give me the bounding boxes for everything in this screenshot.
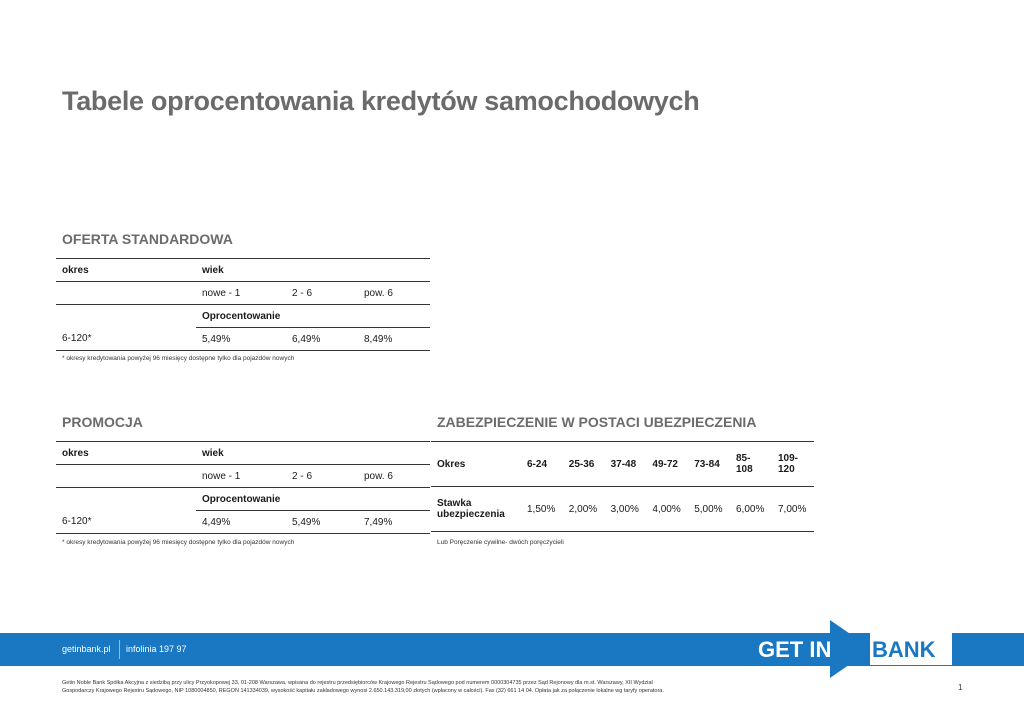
rate-cell: 6,49% bbox=[286, 328, 358, 351]
period-cell: 109-120 bbox=[772, 442, 814, 487]
standard-footnote: * okresy kredytowania powyżej 96 miesięcy dostępne tylko dla pojazdów nowych bbox=[62, 355, 295, 362]
period-cell: 6-120* bbox=[56, 511, 196, 534]
rate-cell: 3,00% bbox=[605, 487, 647, 532]
wiek-header: wiek bbox=[196, 442, 430, 465]
page-title: Tabele oprocentowania kredytów samochodowych bbox=[62, 86, 700, 116]
rate-cell: 2,00% bbox=[563, 487, 605, 532]
period-cell: 25-36 bbox=[563, 442, 605, 487]
rate-label: Oprocentowanie bbox=[196, 305, 430, 328]
okres-header: okres bbox=[56, 442, 196, 465]
period-cell: 6-120* bbox=[56, 328, 196, 351]
table-row bbox=[56, 488, 430, 511]
table-row bbox=[56, 259, 430, 282]
period-cell: 37-48 bbox=[605, 442, 647, 487]
age-col: pow. 6 bbox=[358, 282, 430, 305]
rate-cell: 5,00% bbox=[688, 487, 730, 532]
insurance-table bbox=[431, 441, 814, 532]
age-col: pow. 6 bbox=[358, 465, 430, 488]
table-row bbox=[56, 465, 430, 488]
table-row bbox=[56, 511, 430, 534]
rate-cell: 5,49% bbox=[286, 511, 358, 534]
period-cell: 49-72 bbox=[646, 442, 688, 487]
page-number: 1 bbox=[958, 683, 963, 692]
age-col: 2 - 6 bbox=[286, 465, 358, 488]
rate-cell: 4,49% bbox=[196, 511, 286, 534]
age-col: nowe - 1 bbox=[196, 282, 286, 305]
site-link[interactable]: getinbank.pl bbox=[62, 644, 111, 654]
legal-disclaimer bbox=[62, 679, 682, 695]
logo-text-bank: BANK bbox=[872, 637, 936, 662]
rate-cell: 8,49% bbox=[358, 328, 430, 351]
table-row bbox=[56, 282, 430, 305]
okres-label: Okres bbox=[431, 442, 521, 487]
table-row bbox=[431, 442, 814, 487]
period-cell: 85-108 bbox=[730, 442, 772, 487]
rate-cell: 7,49% bbox=[358, 511, 430, 534]
rate-cell: 4,00% bbox=[646, 487, 688, 532]
rate-label: Stawka ubezpieczenia bbox=[431, 487, 521, 532]
rate-cell: 5,49% bbox=[196, 328, 286, 351]
promo-rate-table bbox=[56, 441, 430, 534]
standard-offer-heading: OFERTA STANDARDOWA bbox=[62, 231, 233, 247]
period-cell: 73-84 bbox=[688, 442, 730, 487]
legal-line: Gospodarczy Krajowego Rejestru Sądowego, NIP 1080004850, REGON 141334039, wysokość kapitału zakładowego wynosi 2.650.143.319,00 złotych (wpłacony w całości). Fax (32) 661 14 04. Opłata jak za połączenie lokalne wg taryfy operatora. bbox=[62, 688, 664, 694]
promo-heading: PROMOCJA bbox=[62, 414, 143, 430]
insurance-heading: ZABEZPIECZENIE W POSTACI UBEZPIECZENIA bbox=[437, 414, 757, 430]
period-cell: 6-24 bbox=[521, 442, 563, 487]
table-row bbox=[56, 442, 430, 465]
hotline-text: infolinia 197 97 bbox=[126, 644, 187, 654]
rate-cell: 6,00% bbox=[730, 487, 772, 532]
rate-label: Oprocentowanie bbox=[196, 488, 430, 511]
standard-rate-table bbox=[56, 258, 430, 351]
promo-footnote: * okresy kredytowania powyżej 96 miesięcy dostępne tylko dla pojazdów nowych bbox=[62, 539, 295, 546]
insurance-note: Lub Poręczenie cywilne- dwóch poręczycieli bbox=[437, 539, 564, 546]
logo-text-getin: GET IN bbox=[758, 637, 832, 662]
table-row bbox=[56, 305, 430, 328]
footer-divider bbox=[119, 640, 120, 659]
wiek-header: wiek bbox=[196, 259, 430, 282]
legal-line: Getin Noble Bank Spółka Akcyjna z siedzibą przy ulicy Przyokopowej 33, 01-208 Warszawa, wpisana do rejestru przedsiębiorców Krajowego Rejestru Sądowego pod numerem 0000304735 przez Sąd Rejonowy dla m.st. Warszawy, XII Wydział bbox=[62, 680, 653, 686]
table-row bbox=[431, 487, 814, 532]
age-col: nowe - 1 bbox=[196, 465, 286, 488]
okres-header: okres bbox=[56, 259, 196, 282]
rate-cell: 1,50% bbox=[521, 487, 563, 532]
age-col: 2 - 6 bbox=[286, 282, 358, 305]
rate-cell: 7,00% bbox=[772, 487, 814, 532]
getin-bank-logo bbox=[742, 620, 952, 683]
table-row bbox=[56, 328, 430, 351]
